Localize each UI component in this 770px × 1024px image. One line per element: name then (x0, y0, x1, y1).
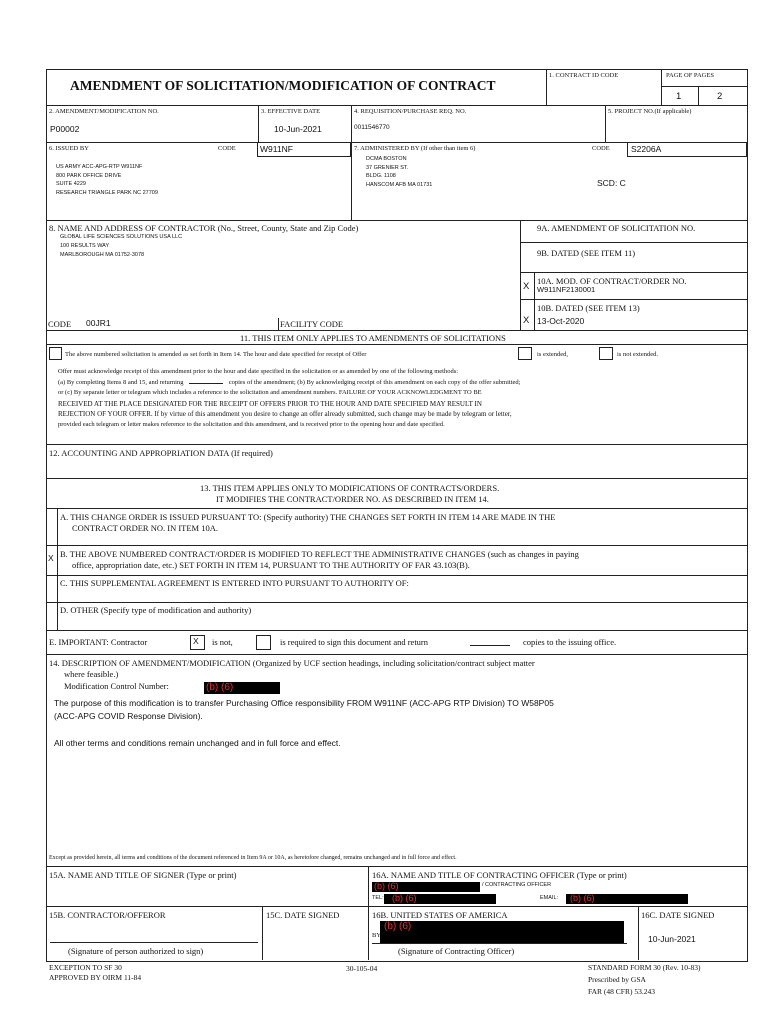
is-not-label: is not, (212, 637, 233, 647)
instruction-line: REJECTION OF YOUR OFFER. If by virtue of this amendment you desire to change an offer already submitted, such change may be made by telegram or letter, (58, 410, 512, 418)
rule (262, 906, 263, 960)
admin-change-b-line2: office, appropriation date, etc.) SET FORTH IN ITEM 14, PURSUANT TO THE AUTHORITY OF FAR 43.103(B). (72, 560, 470, 570)
rule (46, 602, 747, 603)
facility-code-label: FACILITY CODE (280, 319, 344, 329)
approved-text: APPROVED BY OIRM 11-84 (49, 973, 142, 982)
is-required-label: is required to sign this document and return (280, 637, 429, 647)
total-pages: 2 (717, 91, 723, 102)
mod-contract-value: W911NF2130001 (537, 285, 596, 294)
rule (258, 105, 259, 142)
address-line: HANSCOM AFB MA 01731 (366, 181, 433, 188)
form-number: 30-105-04 (346, 964, 378, 973)
change-order-a-line1: A. THIS CHANGE ORDER IS ISSUED PURSUANT TO: (Specify authority) THE CHANGES SET FORTH IN ITEM 14 ARE MADE IN THE (60, 512, 556, 522)
signer-name-label: 15A. NAME AND TITLE OF SIGNER (Type or print) (49, 870, 237, 880)
item13-heading1: 13. THIS ITEM APPLIES ONLY TO MODIFICATIONS OF CONTRACTS/ORDERS. (200, 483, 500, 493)
purpose-line: The purpose of this modification is to transfer Purchasing Office responsibility FROM W911NF (ACC-APG RTP Division) TO W58P05 (54, 698, 554, 708)
requisition-value: 0011546770 (354, 124, 390, 131)
item11-line1: The above numbered solicitation is amended as set forth in Item 14. The hour and date specified for receipt of Offer (65, 351, 367, 358)
rule (46, 220, 747, 221)
mcn-redaction-label: (b) (6) (206, 682, 234, 693)
mod-contract-label: 10A. MOD. OF CONTRACT/ORDER NO. (537, 276, 687, 286)
address-line: MARLBOROUGH MA 01752-3078 (60, 252, 145, 258)
by-label: BY (372, 932, 382, 939)
dated-10b-label: 10B. DATED (SEE ITEM 13) (537, 303, 640, 313)
administered-by-address (366, 155, 432, 189)
page-number: 1 (676, 91, 682, 102)
rule (46, 906, 747, 907)
admin-change-b-line1: B. THE ABOVE NUMBERED CONTRACT/ORDER IS MODIFIED TO REFLECT THE ADMINISTRATIVE CHANGES (such as changes in paying (60, 549, 579, 559)
amendment-no-label: 2. AMENDMENT/MODIFICATION NO. (49, 108, 159, 115)
rule (46, 444, 747, 445)
exception-text: EXCEPTION TO SF 30 (49, 963, 122, 972)
not-extended-label: is not extended. (617, 351, 658, 358)
project-no-label: 5. PROJECT NO.(If applicable) (608, 108, 692, 115)
co-title: / CONTRACTING OFFICER (482, 882, 552, 888)
rule (46, 105, 747, 106)
description-label-line2: where feasible.) (64, 669, 119, 679)
co-name-label: 16A. NAME AND TITLE OF CONTRACTING OFFICER (Type or print) (372, 870, 627, 880)
contractor-signature-line[interactable] (50, 942, 258, 943)
contract-id-code-label: 1. CONTRACT ID CODE (549, 72, 619, 79)
rule (520, 299, 747, 300)
instruction-text: (a) By completing Items 8 and 15, and returning (58, 378, 184, 386)
important-label: E. IMPORTANT: Contractor (49, 637, 148, 647)
rule (520, 272, 747, 273)
rule (46, 630, 747, 631)
contractor-address (60, 233, 182, 260)
rule (46, 478, 747, 479)
signature-officer-caption: (Signature of Contracting Officer) (398, 946, 515, 956)
far-text: FAR (48 CFR) 53.243 (588, 987, 655, 996)
address-line: US ARMY ACC-APG-RTP W911NF (56, 164, 143, 170)
signature-person-caption: (Signature of person authorized to sign) (68, 946, 204, 956)
scd-value: SCD: C (597, 178, 626, 188)
accounting-label: 12. ACCOUNTING AND APPROPRIATION DATA (If required) (49, 448, 273, 458)
item11-checkbox[interactable] (49, 347, 62, 360)
page-of-pages-label: PAGE OF PAGES (666, 72, 714, 79)
issued-by-code-value: W911NF (260, 144, 293, 154)
usa-label: 16B. UNITED STATES OF AMERICA (372, 910, 508, 920)
rule (661, 86, 747, 87)
dated-10b-value: 13-Oct-2020 (537, 316, 585, 326)
amendment-no-value: P00002 (50, 124, 80, 134)
effective-date-value: 10-Jun-2021 (274, 124, 322, 134)
purpose-text (54, 697, 554, 723)
email-redaction-label: (b) (6) (570, 893, 595, 903)
modification-control-number-label: Modification Control Number: (64, 681, 169, 691)
standard-form-text: STANDARD FORM 30 (Rev. 10-83) (588, 963, 701, 972)
issued-by-label: 6. ISSUED BY (49, 145, 89, 152)
copies-blank[interactable] (189, 383, 223, 384)
change-order-a-line2: CONTRACT ORDER NO. IN ITEM 10A. (72, 523, 218, 533)
rule (534, 272, 535, 330)
co-signature-redaction (380, 921, 624, 943)
requisition-label: 4. REQUISITION/PURCHASE REQ. NO. (354, 108, 467, 115)
address-line: DCMA BOSTON (366, 156, 407, 162)
rule (57, 508, 58, 630)
rule (46, 344, 747, 345)
rule (46, 654, 747, 655)
rule (368, 866, 369, 960)
purpose-line: (ACC-APG COVID Response Division). (54, 711, 203, 721)
rule (698, 86, 699, 105)
copies-blank[interactable] (470, 645, 510, 646)
co-date-signed-label: 16C. DATE SIGNED (641, 910, 715, 920)
administered-by-code-value: S2206A (631, 144, 662, 154)
facility-code-divider (278, 318, 279, 330)
tel-label: TEL: (372, 895, 384, 901)
co-signature-redaction-label: (b) (6) (384, 921, 412, 932)
contractor-code-value: 00JR1 (86, 318, 111, 328)
rule (351, 105, 352, 220)
co-signature-line[interactable] (372, 943, 627, 944)
address-line: RESEARCH TRIANGLE PARK NC 27709 (56, 189, 158, 196)
is-required-checkbox[interactable] (256, 635, 271, 650)
mod-contract-mark: X (523, 281, 530, 292)
extended-checkbox[interactable] (518, 347, 532, 360)
administered-by-code-label: CODE (592, 145, 610, 152)
rule (46, 330, 747, 331)
issued-by-code-label: CODE (218, 145, 236, 152)
rule (46, 575, 747, 576)
instruction-line: Offer must acknowledge receipt of this amendment prior to the hour and date specified in the solicitation or as amended by one of the following methods: (58, 368, 459, 375)
administered-by-label: 7. ADMINISTERED BY (If other than item 6) (354, 145, 476, 152)
rule (520, 220, 521, 330)
instruction-text: copies of the amendment; (b) By acknowledging receipt of this amendment on each copy of the offer submitted; (228, 378, 521, 386)
address-line: SUITE 4229 (56, 181, 86, 187)
email-label: EMAIL: (540, 895, 559, 901)
not-extended-checkbox[interactable] (599, 347, 613, 360)
rule (605, 105, 606, 142)
rule (46, 866, 747, 867)
rule (661, 69, 662, 105)
item11-instructions (58, 367, 520, 430)
rule (520, 242, 747, 243)
rule (638, 906, 639, 960)
address-line: 800 PARK OFFICE DRIVE (56, 172, 122, 179)
form-title: AMENDMENT OF SOLICITATION/MODIFICATION OF CONTRACT (70, 78, 496, 93)
copies-label: copies to the issuing office. (523, 637, 617, 647)
description-label-line1: 14. DESCRIPTION OF AMENDMENT/MODIFICATION (Organized by UCF section headings, including solicitation/contract subject matter (49, 658, 535, 668)
other-terms-text: All other terms and conditions remain unchanged and in full force and effect. (54, 738, 341, 748)
is-not-mark: X (193, 636, 199, 646)
rule (546, 69, 547, 105)
instruction-line: or (c) By separate letter or telegram which includes a reference to the solicitation and amendment numbers. FAILURE OF YOUR ACKNOWLEDGMENT TO BE (58, 389, 482, 396)
instruction-line (58, 378, 520, 389)
tel-redaction-label: (b) (6) (392, 893, 417, 903)
except-text: Except as provided herein, all terms and conditions of the document referenced in Item 9A or 10A, as heretofore changed, remains unchanged and in full force and effect. (49, 855, 457, 861)
co-date-signed-value: 10-Jun-2021 (648, 934, 696, 944)
rule (46, 545, 747, 546)
address-line: 37 GRENIER ST. (366, 164, 409, 171)
prescribed-text: Prescribed by GSA (588, 975, 646, 984)
contractor-code-label: CODE (48, 319, 72, 329)
address-line: 100 RESULTS WAY (60, 243, 110, 249)
address-line: GLOBAL LIFE SCIENCES SOLUTIONS USA LLC (60, 234, 183, 240)
rule (46, 508, 747, 509)
dated-10b-mark: X (523, 315, 530, 326)
instruction-line: provided each telegram or letter makes reference to the solicitation and this amendment, and is received prior to the opening hour and date specified. (58, 420, 445, 428)
amendment-solicitation-label: 9A. AMENDMENT OF SOLICITATION NO. (537, 223, 696, 233)
item11-heading: 11. THIS ITEM ONLY APPLIES TO AMENDMENTS OF SOLICITATIONS (240, 333, 506, 343)
item13-heading2: IT MODIFIES THE CONTRACT/ORDER NO. AS DESCRIBED IN ITEM 14. (216, 494, 489, 504)
contractor-label: 8. NAME AND ADDRESS OF CONTRACTOR (No., Street, County, State and Zip Code) (49, 223, 359, 233)
contractor-offeror-label: 15B. CONTRACTOR/OFFEROR (49, 910, 166, 920)
item13b-mark: X (48, 553, 54, 563)
contractor-date-signed-label: 15C. DATE SIGNED (266, 910, 340, 920)
other-d: D. OTHER (Specify type of modification and authority) (60, 605, 252, 615)
issued-by-address (56, 163, 158, 197)
address-line: BLDG. 1108 (366, 173, 396, 179)
co-name-redaction-label: (b) (6) (374, 881, 399, 891)
instruction-line: RECEIVED AT THE PLACE DESIGNATED FOR THE RECEIPT OF OFFERS PRIOR TO THE HOUR AND DATE SPECIFIED MAY RESULT IN (58, 399, 482, 408)
effective-date-label: 3. EFFECTIVE DATE (261, 108, 321, 115)
extended-label: is extended, (537, 351, 569, 358)
dated-9b-label: 9B. DATED (SEE ITEM 11) (537, 248, 636, 258)
supplemental-agreement-c: C. THIS SUPPLEMENTAL AGREEMENT IS ENTERED INTO PURSUANT TO AUTHORITY OF: (60, 578, 409, 588)
